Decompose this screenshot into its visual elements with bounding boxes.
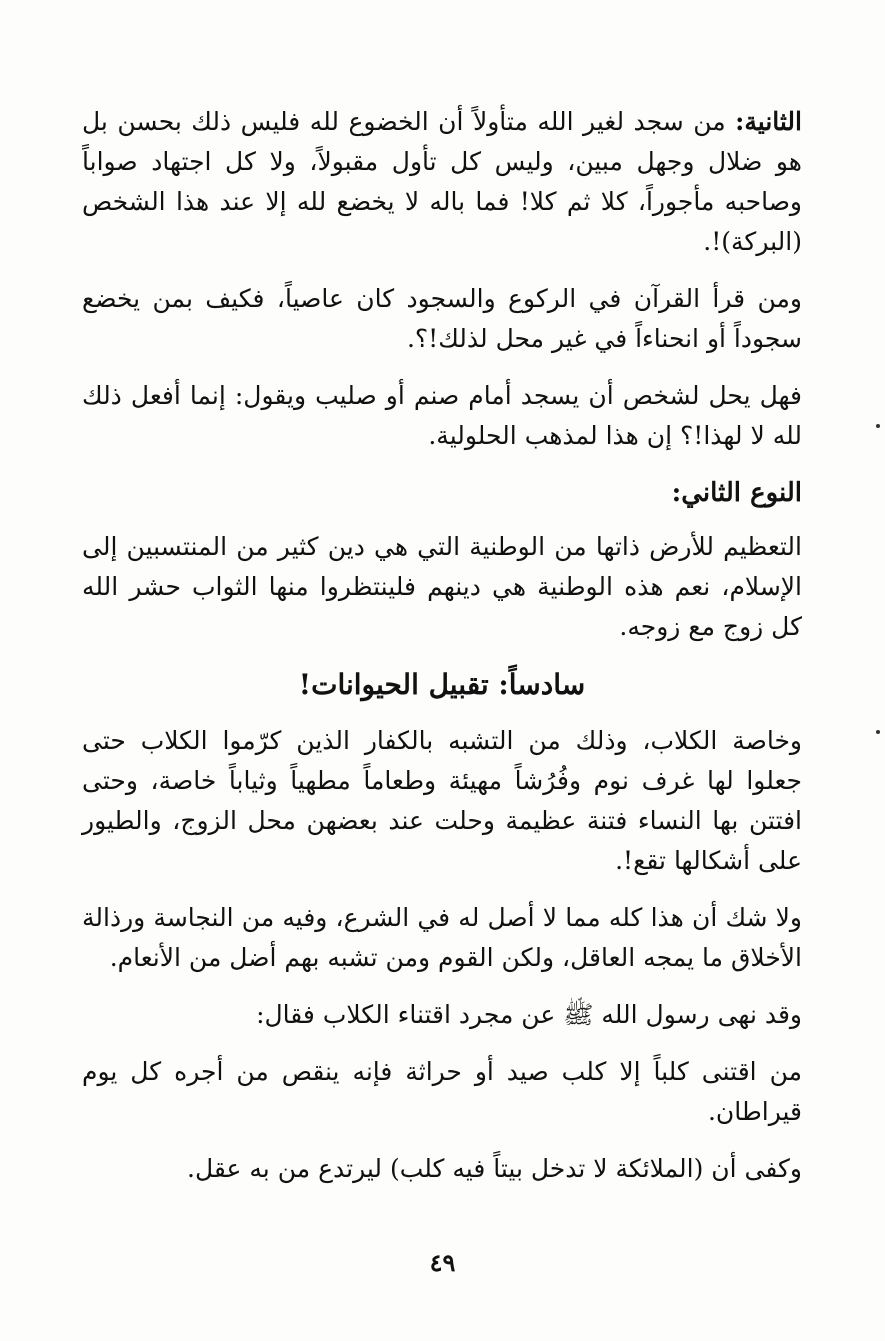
paragraph-second-case bbox=[82, 102, 802, 262]
paragraph-dogs: وخاصة الكلاب، وذلك من التشبه بالكفار الذين كرّموا الكلاب حتى جعلوا لها غرف نوم وفُرُشاً مهيئة وطعاماً مطهياً وثياباً خاصة، وحتى افتتن بها النساء فتنة عظيمة وحلت عند بعضهن محل الزوج، والطيور على أشكالها تقع!. bbox=[82, 726, 802, 875]
margin-mark bbox=[876, 424, 880, 428]
heading-type-two: النوع الثاني: bbox=[671, 478, 802, 508]
paragraph-angels: وكفى أن (الملائكة لا تدخل بيتاً فيه كلب) ليرتدع من به عقل. bbox=[187, 1154, 802, 1183]
paragraph-hadith-qirat: من اقتنى كلباً إلا كلب صيد أو حراثة فإنه ينقص من أجره كل يوم قيراطان. bbox=[82, 1057, 802, 1126]
page-number: ٤٩ bbox=[429, 1248, 456, 1277]
paragraph-no-basis: ولا شك أن هذا كله مما لا أصل له في الشرع، وفيه من النجاسة ورذالة الأخلاق ما يمجه العاقل، ولكن القوم ومن تشبه بهم أضل من الأنعام. bbox=[82, 903, 802, 972]
paragraph-idol-prostration: فهل يحل لشخص أن يسجد أمام صنم أو صليب ويقول: إنما أفعل ذلك لله لا لهذا!؟ إن هذا لمذهب الحلولية. bbox=[82, 381, 802, 450]
paragraph-prophet-forbade: وقد نهى رسول الله ﷺ عن مجرد اقتناء الكلاب فقال: bbox=[256, 1000, 802, 1029]
paragraph-lead: الثانية: bbox=[735, 107, 802, 136]
text-column bbox=[82, 102, 802, 1206]
paragraph-body: من سجد لغير الله متأولاً أن الخضوع لله فليس ذلك بحسن بل هو ضلال وجهل مبين، وليس كل تأول مقبولاً، ولا كل اجتهاد صواباً وصاحبه مأجوراً، كلا ثم كلا! فما باله لا يخضع لله إلا عند هذا الشخص (البركة)!. bbox=[82, 107, 802, 256]
margin-mark bbox=[876, 730, 880, 734]
section-title-sixth: سادساً: تقبيل الحيوانات! bbox=[298, 668, 586, 701]
paragraph-nationalism: التعظيم للأرض ذاتها من الوطنية التي هي دين كثير من المنتسبين إلى الإسلام، نعم هذه الوطنية هي دينهم فلينتظروا منها الثواب حشر الله كل زوج مع زوجه. bbox=[82, 532, 802, 641]
paragraph-quran-in-sujood: ومن قرأ القرآن في الركوع والسجود كان عاصياً، فكيف بمن يخضع سجوداً أو انحناءاً في غير محل لذلك!؟. bbox=[82, 284, 802, 353]
